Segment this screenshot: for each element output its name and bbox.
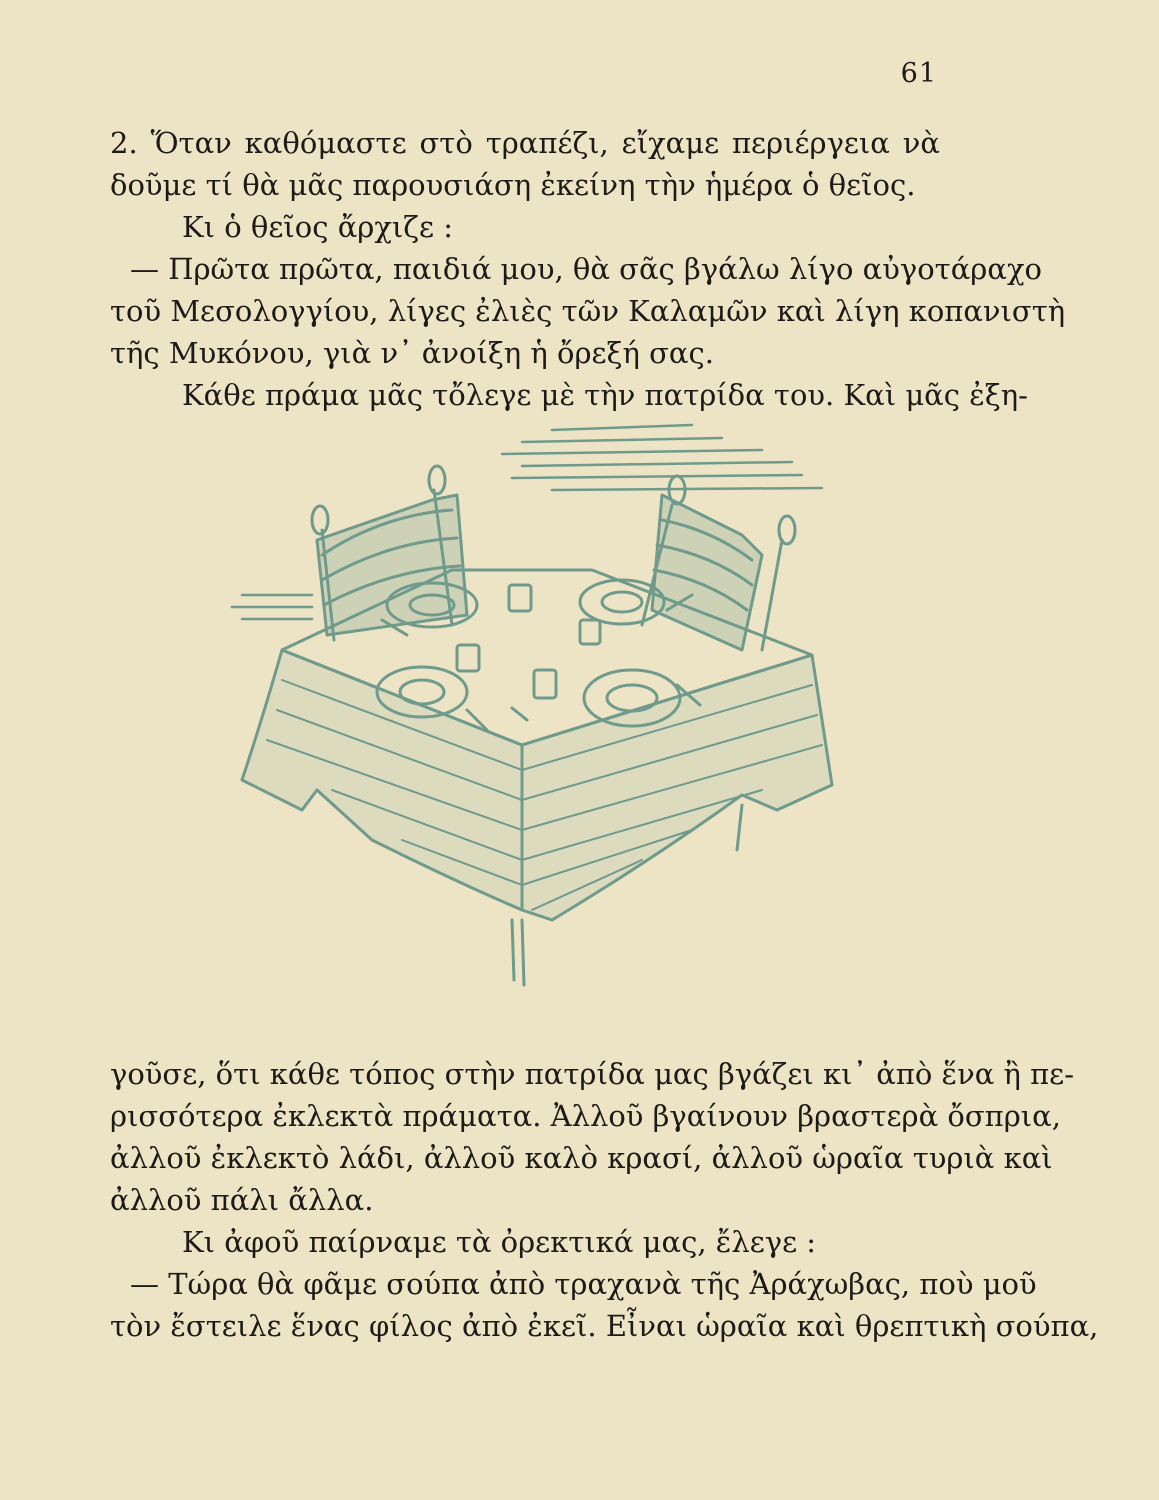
text-line: Κι ὁ θεῖος ἄρχιζε : [182,210,454,244]
text-line: δοῦμε τί θὰ μᾶς παρουσιάση ἐκείνη τὴν ἡμέρα ὁ θεῖος. [110,168,916,202]
text-line: ἀλλοῦ πάλι ἄλλα. [110,1183,374,1217]
text-line: τὸν ἔστειλε ἕνας φίλος ἀπὸ ἐκεῖ. Εἶναι ὡραῖα καὶ θρεπτικὴ σούπα, [110,1309,1099,1343]
text-block-top [110,122,1066,416]
text-line: Κάθε πράμα μᾶς τὄλεγε μὲ τὴν πατρίδα του. Καὶ μᾶς ἐξη- [182,378,1028,412]
text-line: 2. Ὅταν καθόμαστε στὸ τραπέζι, εἴχαμε περιέργεια νὰ [110,126,940,160]
table-illustration [222,420,842,1010]
text-line: τῆς Μυκόνου, γιὰ ν᾽ ἀνοίξη ἡ ὄρεξή σας. [110,336,714,370]
text-line: ἀλλοῦ ἐκλεκτὸ λάδι, ἀλλοῦ καλὸ κρασί, ἀλλοῦ ὡραῖα τυριὰ καὶ [110,1141,1053,1175]
text-line: — Τώρα θὰ φᾶμε σούπα ἀπὸ τραχανὰ τῆς Ἀράχωβας, ποὺ μοῦ [130,1267,1037,1301]
text-line: Κι ἀφοῦ παίρναμε τὰ ὀρεκτικά μας, ἔλεγε : [182,1225,817,1259]
text-block-bottom [110,1053,1099,1347]
page-number: 61 [900,58,937,89]
text-line: γοῦσε, ὅτι κάθε τόπος στὴν πατρίδα μας βγάζει κι᾽ ἀπὸ ἕνα ἢ πε- [110,1057,1074,1091]
text-line: — Πρῶτα πρῶτα, παιδιά μου, θὰ σᾶς βγάλω λίγο αὐγοτάραχο [130,252,1042,286]
text-line: τοῦ Μεσολογγίου, λίγες ἐλιὲς τῶν Καλαμῶν καὶ λίγη κοπανιστὴ [110,294,1066,328]
text-line: ρισσότερα ἐκλεκτὰ πράματα. Ἀλλοῦ βγαίνουν βραστερὰ ὄσπρια, [110,1099,1061,1133]
